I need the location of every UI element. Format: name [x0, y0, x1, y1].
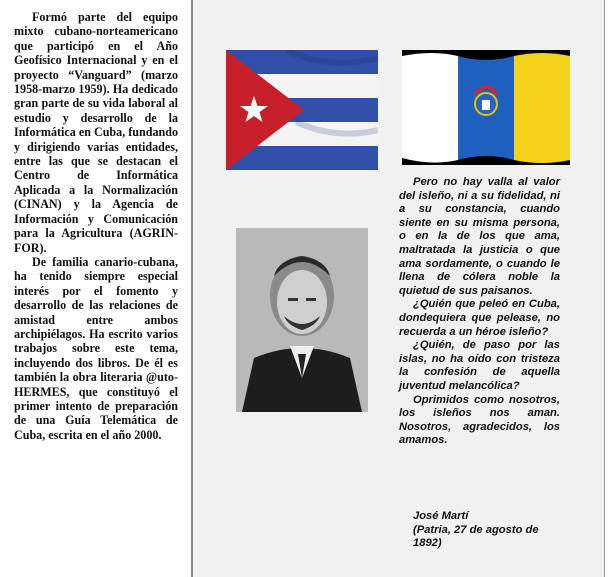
- biography-text: [14, 10, 178, 442]
- quote-paragraph: Pero no hay valla al valor del isleño, ni a su fidelidad, ni a su constancia, cuando siente en su misma persona, o en la de los que ama, maltratada la justicia o que ama sordamente, o cuando le llena de cólera noble la quietud de sus paisanos.: [399, 176, 560, 297]
- marti-quote: [399, 176, 560, 448]
- cuba-flag-icon: [226, 50, 378, 170]
- quote-paragraph: Oprimidos como nosotros, los isleños nos aman. Nosotros, agradecidos, los amamos.: [399, 393, 560, 447]
- biography-paragraph: Formó parte del equipo mixto cubano-norteamericano que participó en el Año Geofísico Internacional y en el proyecto “Vanguard” (marzo 1958-marzo 1959). Ha dedicado gran parte de su vida laboral al estudio y desarrollo de la Informática en Cuba, fundando y dirigiendo varias entidades, entre las que se destacan el Centro de Informática Aplicada a la Normalización (CINAN) y la Agencia de Información y Comunicación para la Agricultura (AGRIN-FOR).: [14, 10, 178, 255]
- quote-paragraph: ¿Quién, de paso por las islas, no ha oído con tristeza la confesión de aquella juventud melancólica?: [399, 339, 560, 392]
- biography-paragraph: De familia canario-cubana, ha tenido siempre especial interés por el fomento y desarrollo de las relaciones de amistad entre ambos archipiélagos. Ha escrito varios trabajos sobre este tema, incluyendo dos libros. De él es también la obra literaria @uto-HERMES, que constituyó el primer intento de preparación de una Guía Telemática de Cuba, escrita en el año 2000.: [14, 254, 178, 442]
- quote-paragraph: ¿Quién que peleó en Cuba, dondequiera que pelease, no recuerda a un héroe isleño?: [399, 298, 560, 338]
- canary-islands-flag-icon: [402, 50, 570, 165]
- quote-source: (Patria, 27 de agosto de 1892): [413, 523, 539, 550]
- jose-marti-portrait-icon: [236, 228, 368, 412]
- quote-author: José Martí: [413, 510, 469, 522]
- quote-signature: [399, 510, 569, 551]
- page-border: [604, 0, 605, 577]
